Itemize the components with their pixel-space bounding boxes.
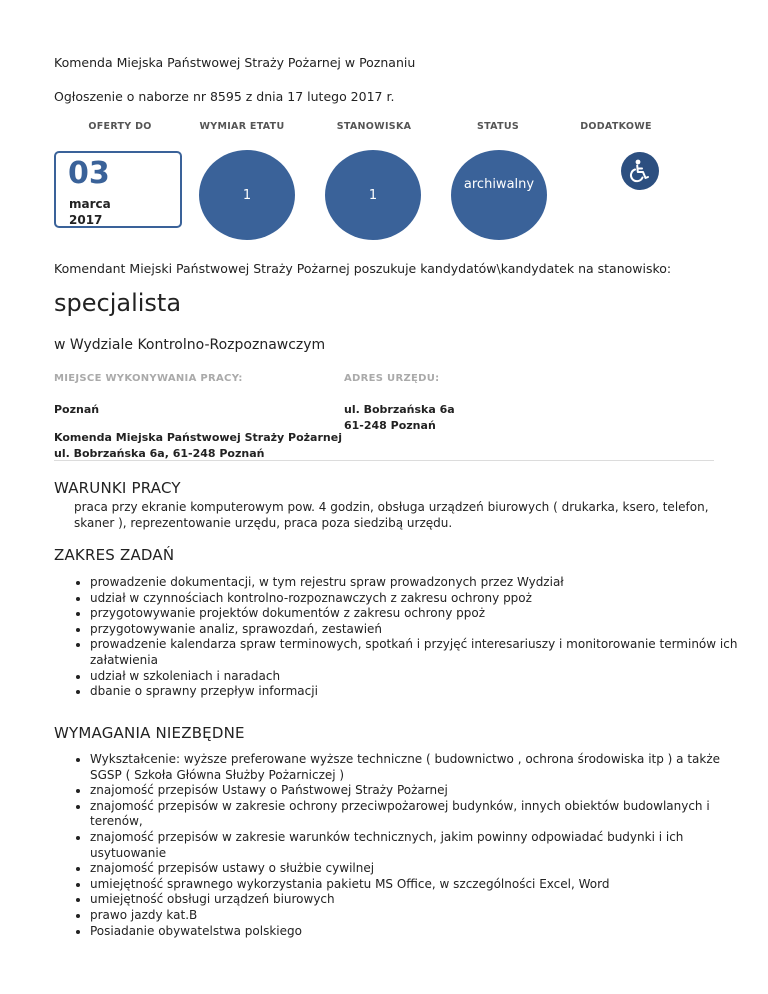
list-item: • prawo jazdy kat.B [90, 908, 740, 924]
office-address-line2: 61-248 Poznań [344, 419, 436, 432]
deadline-year: 2017 [69, 213, 103, 227]
section-divider [54, 460, 714, 461]
department-name: w Wydziale Kontrolno-Rozpoznawczym [54, 337, 326, 353]
list-item: • prowadzenie kalendarza spraw terminowych, spotkań i przyjęć interesariuszy i monitorowanie terminów ich załatwienia [90, 637, 740, 668]
deadline-date-box [54, 151, 182, 228]
list-item: • prowadzenie dokumentacji, w tym rejestru spraw prowadzonych przez Wydział [90, 575, 740, 591]
header-dodatkowe: DODATKOWE [580, 121, 652, 132]
workplace-line2: ul. Bobrzańska 6a, 61-248 Poznań [54, 447, 265, 460]
warunki-heading: WARUNKI PRACY [54, 479, 181, 497]
workplace-label: MIEJSCE WYKONYWANIA PRACY: [54, 373, 243, 384]
warunki-line1: praca przy ekranie komputerowym pow. 4 godzin, obsługa urządzeń biurowych ( drukarka, ksero, telefon, [74, 500, 709, 514]
deadline-day: 03 [68, 156, 110, 191]
header-oferty-do: OFERTY DO [88, 121, 152, 132]
status-value: archiwalny [463, 177, 535, 192]
stanowiska-value: 1 [368, 187, 378, 203]
status-circle [451, 150, 547, 240]
list-item: • Wykształcenie: wyższe preferowane wyższe techniczne ( budownictwo , ochrona środowiska itp ) a także SGSP ( Szkoła Główna Służby Pożarniczej ) [90, 752, 740, 783]
header-status: STATUS [476, 121, 520, 132]
stanowiska-circle [325, 150, 421, 240]
list-item: • Posiadanie obywatelstwa polskiego [90, 924, 740, 940]
deadline-month: marca [69, 197, 111, 211]
wheelchair-accessibility-icon [621, 152, 659, 190]
list-item: • dbanie o sprawny przepływ informacji [90, 684, 740, 700]
list-item: • znajomość przepisów Ustawy o Państwowej Straży Pożarnej [90, 783, 740, 799]
list-item: • udział w czynnościach kontrolno-rozpoznawczych z zakresu ochrony ppoż [90, 591, 740, 607]
workplace-city: Poznań [54, 403, 100, 416]
etat-circle [199, 150, 295, 240]
list-item: • znajomość przepisów ustawy o służbie cywilnej [90, 861, 740, 877]
list-item: • przygotowywanie projektów dokumentów z zakresu ochrony ppoż [90, 606, 740, 622]
intro-text: Komendant Miejski Państwowej Straży Pożarnej poszukuje kandydatów\kandydatek na stanowisko: [54, 261, 672, 276]
list-item: • umiejętność sprawnego wykorzystania pakietu MS Office, w szczególności Excel, Word [90, 877, 740, 893]
list-item: • znajomość przepisów w zakresie ochrony przeciwpożarowej budynków, innych obiektów budowlanych i terenów, [90, 799, 740, 830]
organization-name: Komenda Miejska Państwowej Straży Pożarnej w Poznaniu [54, 55, 416, 70]
office-address-label: ADRES URZĘDU: [344, 373, 440, 384]
zakres-list [54, 575, 740, 700]
position-title: specjalista [54, 289, 182, 317]
workplace-line1: Komenda Miejska Państwowej Straży Pożarnej [54, 431, 342, 444]
warunki-line2: skaner ), reprezentowanie urzędu, praca poza siedzibą urzędu. [74, 516, 453, 530]
list-item: • przygotowywanie analiz, sprawozdań, zestawień [90, 622, 740, 638]
header-wymiar-etatu: WYMIAR ETATU [199, 121, 285, 132]
list-item: • znajomość przepisów w zakresie warunków technicznych, jakim powinny odpowiadać budynki i ich usytuowanie [90, 830, 740, 861]
wymagania-list [54, 752, 740, 939]
header-stanowiska: STANOWISKA [336, 121, 412, 132]
list-item: • umiejętność obsługi urządzeń biurowych [90, 892, 740, 908]
notice-title: Ogłoszenie o naborze nr 8595 z dnia 17 lutego 2017 r. [54, 89, 395, 104]
zakres-heading: ZAKRES ZADAŃ [54, 546, 175, 564]
list-item: • udział w szkoleniach i naradach [90, 669, 740, 685]
etat-value: 1 [242, 187, 252, 203]
office-address-line1: ul. Bobrzańska 6a [344, 403, 455, 416]
wymagania-heading: WYMAGANIA NIEZBĘDNE [54, 724, 245, 742]
